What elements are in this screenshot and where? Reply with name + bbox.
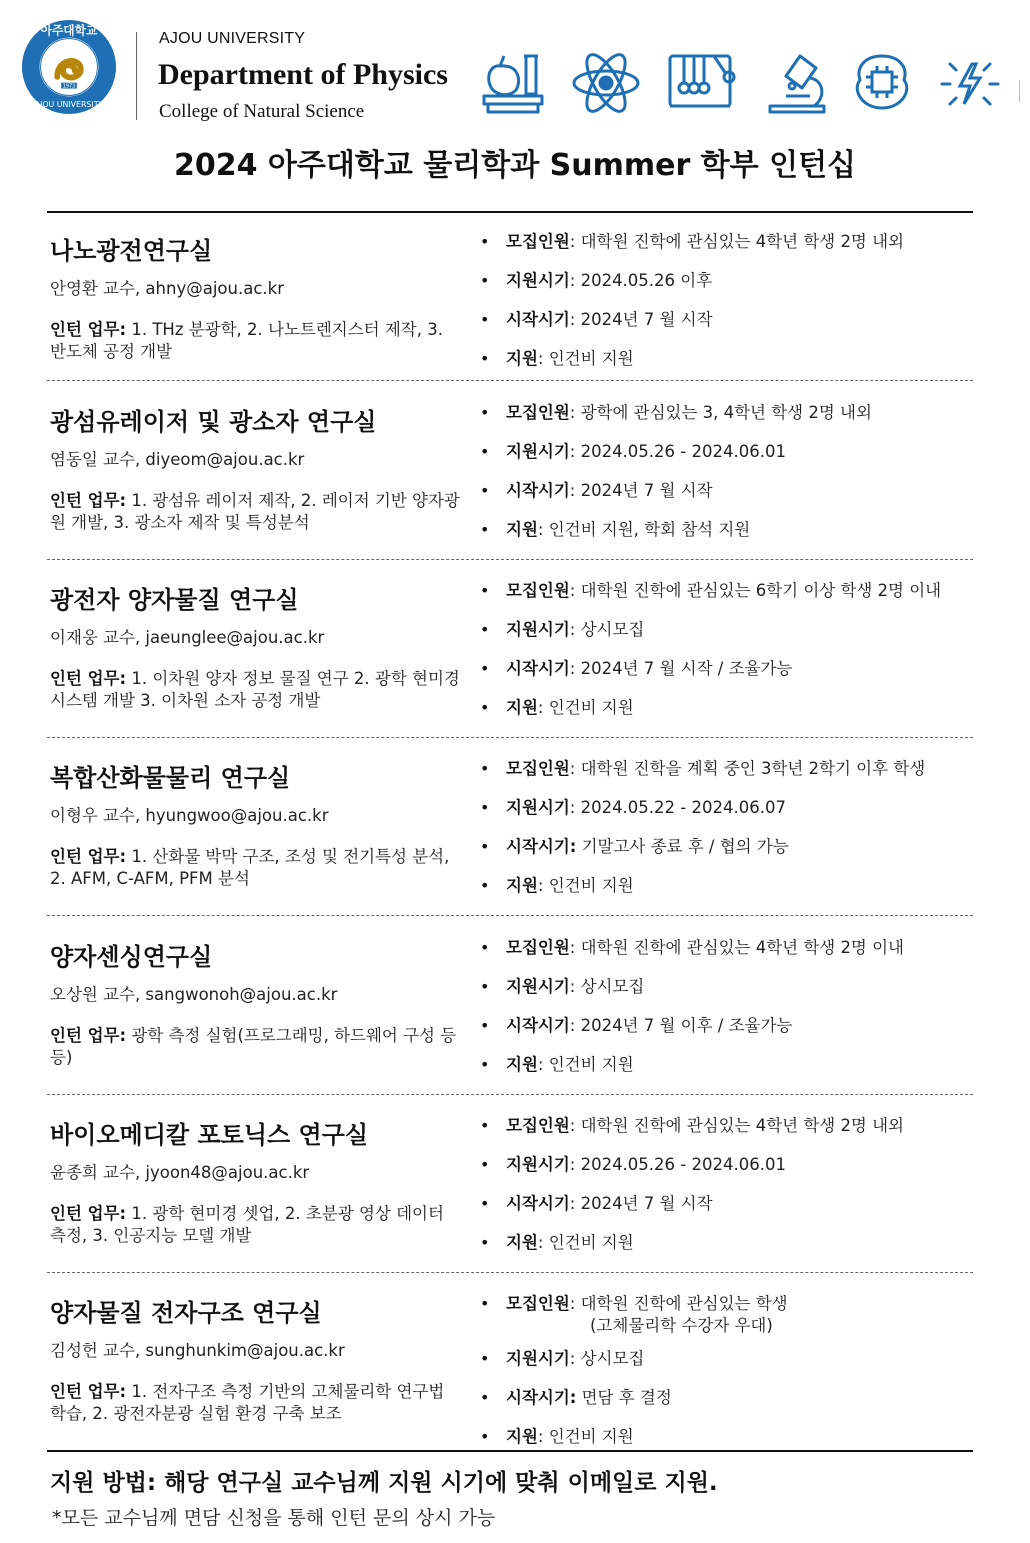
intern-duty (50, 668, 460, 712)
detail-item (478, 1232, 1018, 1271)
bottom-rule (47, 1450, 973, 1452)
detail-key: 지원 (506, 1427, 538, 1446)
lab-name: 복합산화물물리 연구실 (50, 764, 291, 792)
detail-key: 모집인원 (506, 1116, 570, 1135)
detail-value: : 2024.05.26 이후 (569, 271, 713, 290)
detail-value: : 2024년 7 월 이후 / 조율가능 (569, 1016, 793, 1035)
detail-value: : 인건비 지원 (537, 1055, 634, 1074)
lab-name: 바이오메디칼 포토닉스 연구실 (50, 1121, 369, 1149)
professor-contact: 안영환 교수, ahny@ajou.ac.kr (50, 279, 284, 298)
intern-duty-label: 인턴 업무: (50, 1382, 127, 1401)
detail-item (478, 976, 1018, 1015)
intern-duty-label: 인턴 업무: (50, 1204, 127, 1223)
detail-value: : 2024.05.26 - 2024.06.01 (569, 442, 786, 461)
detail-key: 모집인원 (506, 938, 570, 957)
detail-item (478, 1115, 1018, 1154)
detail-key: 시작시기 (506, 481, 570, 500)
lab-details (478, 231, 1018, 387)
detail-item (478, 231, 1018, 270)
detail-key: 시작시기 (506, 1194, 570, 1213)
detail-value: : 대학원 진학에 관심있는 4학년 학생 2명 이내 (569, 938, 904, 957)
detail-key: 지원시기 (506, 620, 570, 639)
intern-duty (50, 319, 460, 363)
professor-contact: 이재웅 교수, jaeunglee@ajou.ac.kr (50, 628, 325, 647)
page-title: 2024 아주대학교 물리학과 Summer 학부 인턴십 (173, 148, 857, 183)
detail-key: 지원시기 (506, 442, 570, 461)
detail-value: 면담 후 결정 (576, 1388, 672, 1407)
professor-contact: 윤종희 교수, jyoon48@ajou.ac.kr (50, 1163, 310, 1182)
lab-details (478, 580, 1018, 736)
detail-key: 지원시기 (506, 798, 570, 817)
detail-key: 시작시기 (506, 310, 570, 329)
detail-value: : 상시모집 (569, 620, 645, 639)
detail-value: : 2024.05.26 - 2024.06.01 (569, 1155, 786, 1174)
detail-value: : 대학원 진학에 관심있는 4학년 학생 2명 내외 (569, 1116, 904, 1135)
detail-value: : 2024년 7 월 시작 (569, 481, 713, 500)
apple-books-icon (478, 50, 550, 116)
intern-duty-text: 1. 광학 현미경 셋업, 2. 초분광 영상 데이터 측정, 3. 인공지능 모델 개발 (50, 1204, 444, 1245)
intern-duty-text: 1. 산화물 박막 구조, 조성 및 전기특성 분석, 2. AFM, C-AFM, PFM 분석 (50, 847, 450, 888)
detail-value: : 인건비 지원 (537, 349, 634, 368)
section-divider (47, 1094, 973, 1095)
intern-duty-text: 1. 전자구조 측정 기반의 고체물리학 연구법 학습, 2. 광전자분광 실험 환경 구축 보조 (50, 1382, 445, 1423)
detail-value: : 2024.05.22 - 2024.06.07 (569, 798, 786, 817)
detail-item (478, 1387, 1018, 1426)
atom-icon (570, 50, 642, 116)
detail-item (478, 1293, 1018, 1348)
detail-key: 지원시기 (506, 271, 570, 290)
detail-item (478, 937, 1018, 976)
detail-item (478, 797, 1018, 836)
lab-details (478, 937, 1018, 1093)
lab-details (478, 1293, 1018, 1465)
detail-key: 지원 (506, 1233, 538, 1252)
intern-duty (50, 1381, 460, 1425)
detail-key: 지원시기 (506, 1155, 570, 1174)
intern-duty-label: 인턴 업무: (50, 320, 127, 339)
detail-key: 시작시기: (506, 1388, 577, 1407)
intern-duty-text: 1. 광섬유 레이저 제작, 2. 레이저 기반 양자광원 개발, 3. 광소자 제작 및 특성분석 (50, 491, 460, 532)
intern-duty-label: 인턴 업무: (50, 669, 127, 688)
detail-item (478, 270, 1018, 309)
detail-key: 시작시기 (506, 1016, 570, 1035)
detail-value: : 2024년 7 월 시작 (569, 310, 713, 329)
detail-item (478, 1426, 1018, 1465)
section-divider (47, 1272, 973, 1273)
intern-duty-label: 인턴 업무: (50, 1026, 127, 1045)
detail-key: 모집인원 (506, 232, 570, 251)
detail-item (478, 1054, 1018, 1093)
detail-item (478, 758, 1018, 797)
detail-item (478, 619, 1018, 658)
footnote: *모든 교수님께 면담 신청을 통해 인턴 문의 상시 가능 (52, 1507, 496, 1529)
intern-duty (50, 846, 460, 890)
edge-mark (1019, 80, 1020, 102)
detail-key: 지원시기 (506, 1349, 570, 1368)
lab-details (478, 1115, 1018, 1271)
section-divider (47, 915, 973, 916)
detail-item (478, 441, 1018, 480)
detail-value: : 대학원 진학에 관심있는 6학기 이상 학생 2명 이내 (569, 581, 942, 600)
section-divider (47, 737, 973, 738)
detail-item (478, 836, 1018, 875)
detail-key: 지원시기 (506, 977, 570, 996)
detail-value: : 2024년 7 월 시작 (569, 1194, 713, 1213)
intern-duty-text: 광학 측정 실험(프로그래밍, 하드웨어 구성 등등) (50, 1026, 457, 1067)
detail-value: : 인건비 지원 (537, 876, 634, 895)
detail-item (478, 402, 1018, 441)
detail-key: 모집인원 (506, 759, 570, 778)
svg-text:AJOU UNIVERSITY: AJOU UNIVERSITY (34, 100, 104, 110)
detail-item (478, 519, 1018, 558)
detail-item (478, 697, 1018, 736)
detail-key: 모집인원 (506, 403, 570, 422)
professor-contact: 염동일 교수, diyeom@ajou.ac.kr (50, 450, 305, 469)
application-method: 지원 방법: 해당 연구실 교수님께 지원 시기에 맞춰 이메일로 지원. (50, 1470, 718, 1496)
svg-text:아주대학교: 아주대학교 (40, 23, 98, 38)
detail-value: : 대학원 진학에 관심있는 4학년 학생 2명 내외 (569, 232, 904, 251)
lab-name: 양자물질 전자구조 연구실 (50, 1299, 322, 1327)
lab-name: 양자센싱연구실 (50, 943, 213, 971)
intern-duty-text: 1. THz 분광학, 2. 나노트렌지스터 제작, 3. 반도체 공정 개발 (50, 320, 443, 361)
professor-contact: 오상원 교수, sangwonoh@ajou.ac.kr (50, 985, 338, 1004)
intern-duty-label: 인턴 업무: (50, 847, 127, 866)
detail-key: 모집인원 (506, 1294, 570, 1313)
detail-key: 지원 (506, 1055, 538, 1074)
intern-duty-text: 1. 이차원 양자 정보 물질 연구 2. 광학 현미경 시스템 개발 3. 이차원 소자 공정 개발 (50, 669, 460, 710)
university-seal-logo (20, 18, 118, 116)
lightning-icon (934, 50, 1006, 116)
detail-key: 모집인원 (506, 581, 570, 600)
detail-value: : 상시모집 (569, 977, 645, 996)
top-rule (47, 211, 973, 213)
detail-value: : 상시모집 (569, 1349, 645, 1368)
detail-item (478, 1193, 1018, 1232)
detail-subnote: (고체물리학 수강자 우대) (590, 1316, 773, 1335)
university-name: AJOU UNIVERSITY (159, 30, 306, 47)
detail-item (478, 480, 1018, 519)
detail-item (478, 580, 1018, 619)
section-divider (47, 559, 973, 560)
detail-key: 지원 (506, 698, 538, 717)
chip-icon (846, 50, 918, 116)
header-divider (136, 32, 137, 120)
detail-key: 지원 (506, 349, 538, 368)
detail-value: : 대학원 진학을 계획 중인 3학년 2학기 이후 학생 (569, 759, 926, 778)
detail-item (478, 309, 1018, 348)
lab-name: 광전자 양자물질 연구실 (50, 586, 299, 614)
detail-item (478, 1348, 1018, 1387)
microscope-icon (766, 50, 838, 116)
detail-value: : 인건비 지원 (537, 698, 634, 717)
professor-contact: 김성헌 교수, sunghunkim@ajou.ac.kr (50, 1341, 345, 1360)
lab-details (478, 758, 1018, 914)
lab-name: 나노광전연구실 (50, 237, 213, 265)
detail-value: 기말고사 종료 후 / 협의 가능 (576, 837, 789, 856)
intern-duty (50, 1203, 460, 1247)
college-name: College of Natural Science (159, 101, 365, 122)
lab-details (478, 402, 1018, 558)
detail-item (478, 875, 1018, 914)
intern-duty (50, 490, 460, 534)
detail-value: : 인건비 지원, 학회 참석 지원 (537, 520, 751, 539)
detail-item (478, 1154, 1018, 1193)
detail-value: : 대학원 진학에 관심있는 학생 (569, 1294, 788, 1313)
detail-item (478, 1015, 1018, 1054)
page-header (0, 0, 1030, 135)
detail-key: 시작시기: (506, 837, 577, 856)
detail-value: : 인건비 지원 (537, 1233, 634, 1252)
department-name: Department of Physics (158, 58, 448, 91)
intern-duty (50, 1025, 460, 1069)
detail-item (478, 348, 1018, 387)
detail-value: : 광학에 관심있는 3, 4학년 학생 2명 내외 (569, 403, 872, 422)
newtons-cradle-icon (666, 50, 738, 116)
detail-item (478, 658, 1018, 697)
lab-name: 광섬유레이저 및 광소자 연구실 (50, 408, 377, 436)
detail-key: 지원 (506, 876, 538, 895)
detail-value: : 2024년 7 월 시작 / 조율가능 (569, 659, 793, 678)
professor-contact: 이형우 교수, hyungwoo@ajou.ac.kr (50, 806, 329, 825)
svg-text:1973: 1973 (62, 83, 76, 90)
intern-duty-label: 인턴 업무: (50, 491, 127, 510)
detail-key: 시작시기 (506, 659, 570, 678)
detail-value: : 인건비 지원 (537, 1427, 634, 1446)
detail-key: 지원 (506, 520, 538, 539)
